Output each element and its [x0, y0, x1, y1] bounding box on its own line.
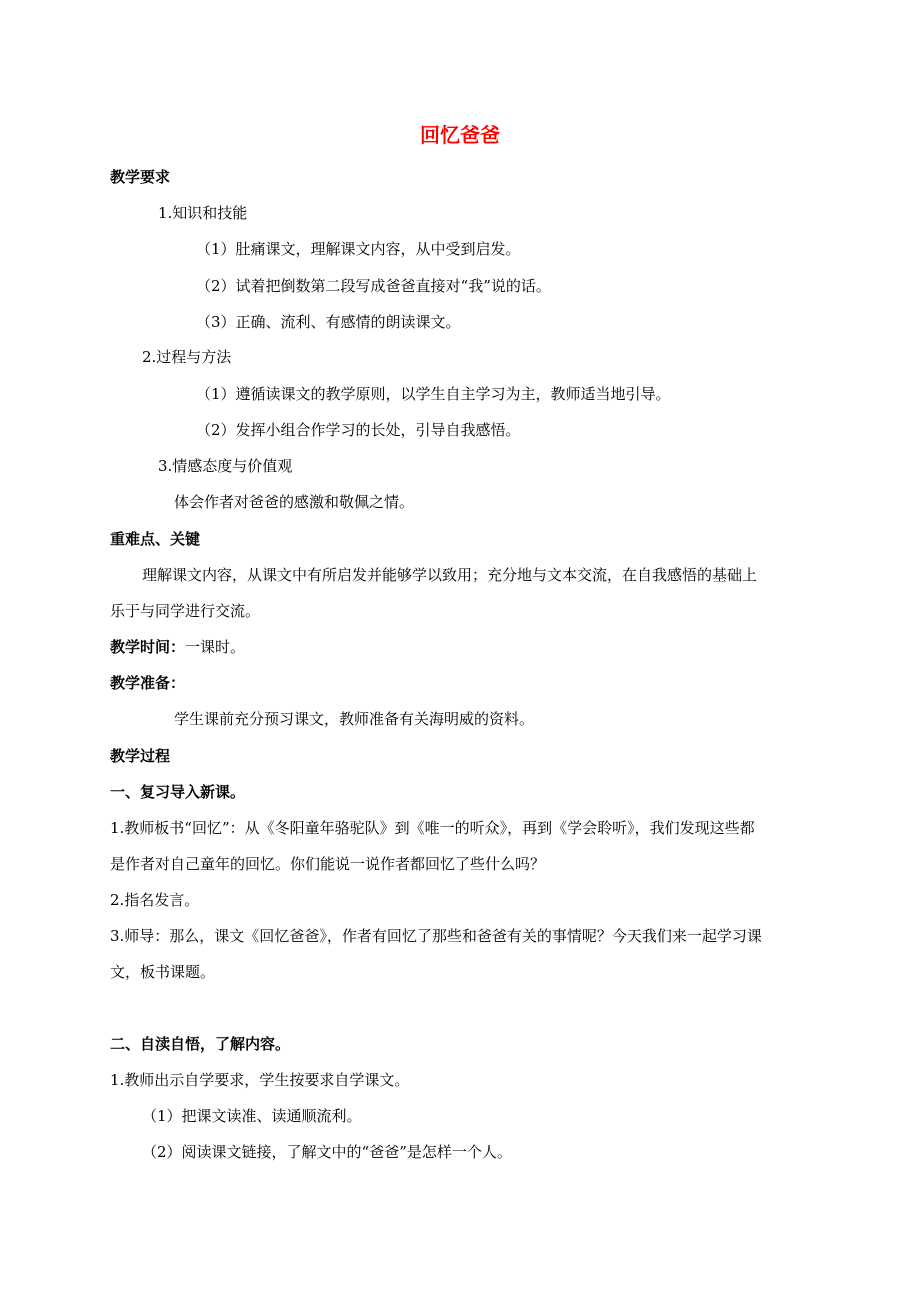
part-heading: 二、自渎自悟，了解内容。	[110, 1035, 291, 1053]
paragraph: 体会作者对爸爸的感激和敬佩之情。	[174, 493, 415, 511]
teaching-time	[110, 638, 245, 656]
subsection-label: 1.知识和技能	[158, 204, 248, 222]
list-item: （1）肚痛课文，理解课文内容，从中受到启发。	[196, 240, 521, 258]
list-item: （3）正确、流利、有感情的朗读课文。	[196, 313, 461, 331]
section-heading-prep: 教学准备：	[110, 674, 186, 692]
list-item: （1）把课文读准、读通顺流利。	[142, 1107, 362, 1125]
paragraph-line: 乐于与同学进行交流。	[110, 602, 261, 620]
subsection-label: 2.过程与方法	[142, 348, 232, 366]
document-title: 回忆爸爸	[420, 123, 500, 147]
paragraph-line: 3.师导：那么，课文《回忆爸爸》，作者有回忆了那些和爸爸有关的事情呢？今天我们来一起学习课	[110, 927, 762, 945]
section-heading-key-points: 重难点、关键	[110, 530, 201, 548]
list-item: （2）发挥小组合作学习的长处，引导自我感悟。	[196, 421, 521, 439]
paragraph-line: 文，板书课题。	[110, 963, 216, 981]
paragraph-line: 1.教师板书“回忆”：从《冬阳童年骆驼队》到《唯一的听众》，再到《学会聆听》，我们发现这些都	[110, 819, 755, 837]
list-item: （2）试着把倒数第二段写成爸爸直接对“我”说的话。	[196, 277, 551, 295]
teaching-time-value: 一课时。	[185, 638, 246, 656]
teaching-time-label: 教学时间：	[110, 638, 186, 656]
section-heading-requirements: 教学要求	[110, 168, 171, 186]
paragraph-line: 理解课文内容，从课文中有所启发并能够学以致用；充分地与文本交流，在自我感悟的基础上	[142, 566, 758, 584]
paragraph: 2.指名发言。	[110, 891, 200, 909]
list-item: （2）阅读课文链接，了解文中的“爸爸”是怎样一个人。	[142, 1143, 512, 1161]
paragraph-line: 是作者对自己童年的回忆。你们能说一说作者都回忆了些什么吗？	[110, 855, 546, 873]
section-heading-process: 教学过程	[110, 747, 171, 765]
list-item: （1）遵循读课文的教学原则，以学生自主学习为主，教师适当地引导。	[196, 385, 671, 403]
paragraph: 学生课前充分预习课文，教师准备有关海明威的资料。	[174, 710, 535, 728]
subsection-label: 3.情感态度与价值观	[158, 457, 293, 475]
part-heading: 一、复习导入新课。	[110, 783, 246, 801]
paragraph: 1.教师出示自学要求，学生按要求自学课文。	[110, 1071, 410, 1089]
